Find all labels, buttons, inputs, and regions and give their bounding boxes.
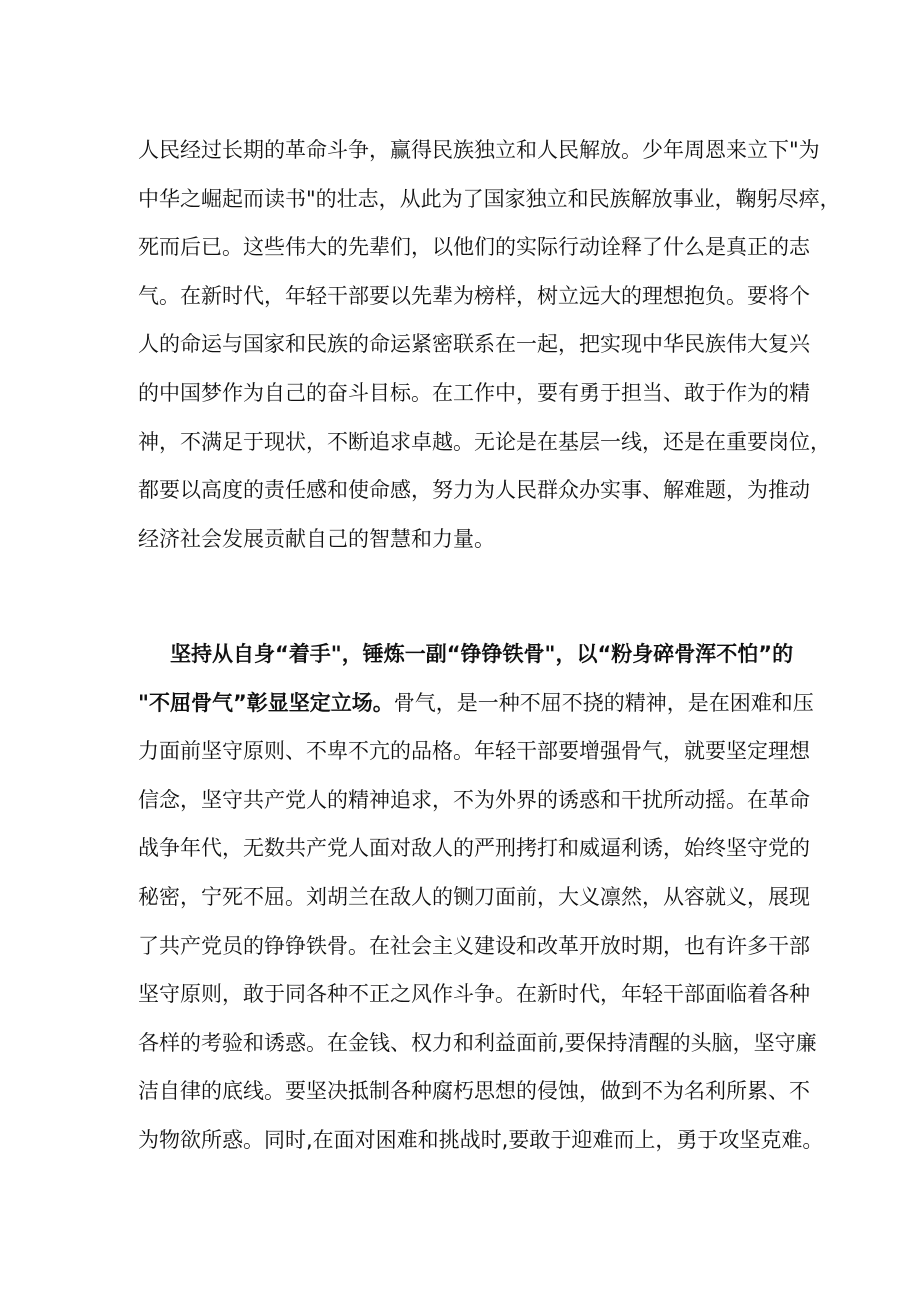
paragraph-line: 力面前坚守原则、不卑不亢的品格。年轻干部要增强骨气，就要坚定理想 [138, 739, 810, 764]
paragraph-line: 为物欲所惑。同时,在面对困难和挑战时,要敢于迎难而上，勇于攻坚克难。 [138, 1127, 824, 1152]
paragraph-heading: 坚持从自身“着手"，锤炼一副“铮铮铁骨"，以“粉身碎骨浑不怕”的 [170, 642, 794, 666]
paragraph-line: 各样的考验和诱惑。在金钱、权力和利益面前,要保持清醒的头脑，坚守廉 [138, 1030, 817, 1055]
paragraph-text: 骨气，是一种不屈不挠的精神，是在困难和压 [393, 690, 814, 715]
paragraph-line: 坚守原则，敢于同各种不正之风作斗争。在新时代，年轻干部面临着各种 [138, 982, 810, 1007]
paragraph-line: 人的命运与国家和民族的命运紧密联系在一起，把实现中华民族伟大复兴 [138, 332, 810, 357]
paragraph-line: 信念，坚守共产党人的精神追求，不为外界的诱惑和干扰所动摇。在革命 [138, 787, 810, 812]
paragraph-line: 气。在新时代，年轻干部要以先辈为榜样，树立远大的理想抱负。要将个 [138, 283, 810, 308]
paragraph-line: 洁自律的底线。要坚决抵制各种腐朽思想的侵蚀，做到不为名利所累、不 [138, 1079, 810, 1104]
paragraph-2 [138, 630, 824, 1165]
paragraph-line: 死而后已。这些伟大的先辈们，以他们的实际行动诠释了什么是真正的志 [138, 235, 810, 260]
paragraph-line: 了共产党员的铮铮铁骨。在社会主义建设和改革开放时期，也有许多干部 [138, 933, 810, 958]
paragraph-line: 神，不满足于现状，不断追求卓越。无论是在基层一线，还是在重要岗位， [138, 429, 831, 454]
paragraph-line: 人民经过长期的革命斗争，赢得民族独立和人民解放。少年周恩来立下"为 [138, 138, 820, 162]
paragraph-line: 中华之崛起而读书"的壮志，从此为了国家独立和民族解放事业，鞠躬尽瘁， [138, 186, 841, 211]
paragraph-line: 的中国梦作为自己的奋斗目标。在工作中，要有勇于担当、敢于作为的精 [138, 380, 810, 405]
paragraph-line [138, 679, 814, 728]
paragraph-line: 秘密，宁死不屈。刘胡兰在敌人的铡刀面前，大义凛然，从容就义，展现 [138, 884, 810, 909]
paragraph-heading-end: "不屈骨气”彰显坚定立场。 [138, 690, 394, 715]
paragraph-line: 经济社会发展贡献自己的智慧和力量。 [138, 526, 495, 551]
paragraph-line: 都要以高度的责任感和使命感，努力为人民群众办实事、解难题，为推动 [138, 478, 810, 503]
paragraph-1 [138, 126, 841, 563]
paragraph-line: 战争年代，无数共产党人面对敌人的严刑拷打和威逼利诱，始终坚守党的 [138, 836, 810, 861]
